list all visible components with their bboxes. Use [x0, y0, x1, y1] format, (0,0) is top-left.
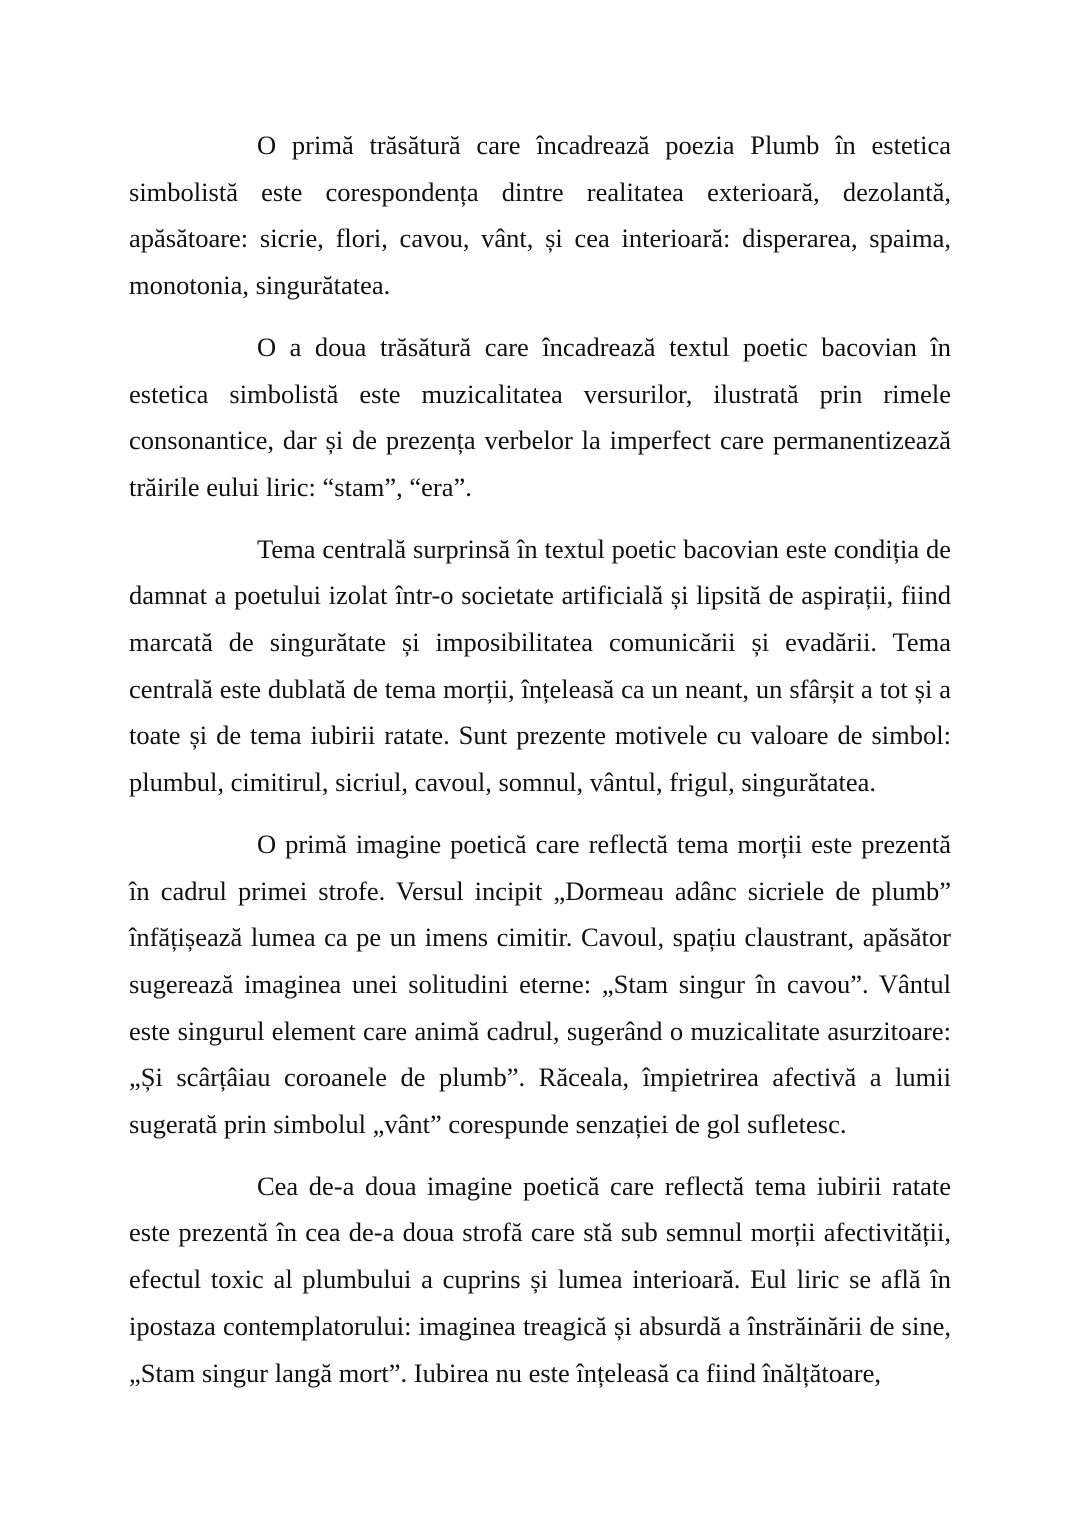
paragraph-5: Cea de-a doua imagine poetică care reflectă tema iubirii ratate este prezentă în cea de-a doua strofă care stă sub semnul morții afectivității, efectul toxic al plumbului a cuprins și lumea interioară. Eul liric se află în ipostaza contemplatorului: imaginea treagică și absurdă a înstrăinării de sine, „Stam singur langă mort”. Iubirea nu este înțeleasă ca fiind înălțătoare,	[129, 1170, 951, 1388]
paragraph-4: O primă imagine poetică care reflectă tema morții este prezentă în cadrul primei strofe. Versul incipit „Dormeau adânc sicriele de plumb” înfățișează lumea ca pe un imens cimitir. Cavoul, spațiu claustrant, apăsător sugerează imaginea unei solitudini eterne: „Stam singur în cavou”. Vântul este singurul element care animă cadrul, sugerând o muzicalitate asurzitoare: „Și scârțâiau coroanele de plumb”. Răceala, împietrirea afectivă a lumii sugerată prin simbolul „vânt” corespunde senzației de gol sufletesc.	[129, 828, 951, 1140]
paragraph-2: O a doua trăsătură care încadrează textul poetic bacovian în estetica simbolistă este muzicalitatea versurilor, ilustrată prin rimele consonantice, dar și de prezența verbelor la imperfect care permanentizează trăirile eului liric: “stam”, “era”.	[129, 331, 951, 502]
paragraph-1: O primă trăsătură care încadrează poezia Plumb în estetica simbolistă este corespondența dintre realitatea exterioară, dezolantă, apăsătoare: sicrie, flori, cavou, vânt, și cea interioară: disperarea, spaima, monotonia, singurătatea.	[129, 130, 951, 301]
paragraph-3: Tema centrală surprinsă în textul poetic bacovian este condiția de damnat a poetului izolat într-o societate artificială și lipsită de aspirații, fiind marcată de singurătate și imposibilitatea comunicării și evadării. Tema centrală este dublată de tema morții, înțeleasă ca un neant, un sfârșit a tot și a toate și de tema iubirii ratate. Sunt prezente motivele cu valoare de simbol: plumbul, cimitirul, sicriul, cavoul, somnul, vântul, frigul, singurătatea.	[129, 533, 951, 798]
document-body	[129, 122, 951, 1411]
